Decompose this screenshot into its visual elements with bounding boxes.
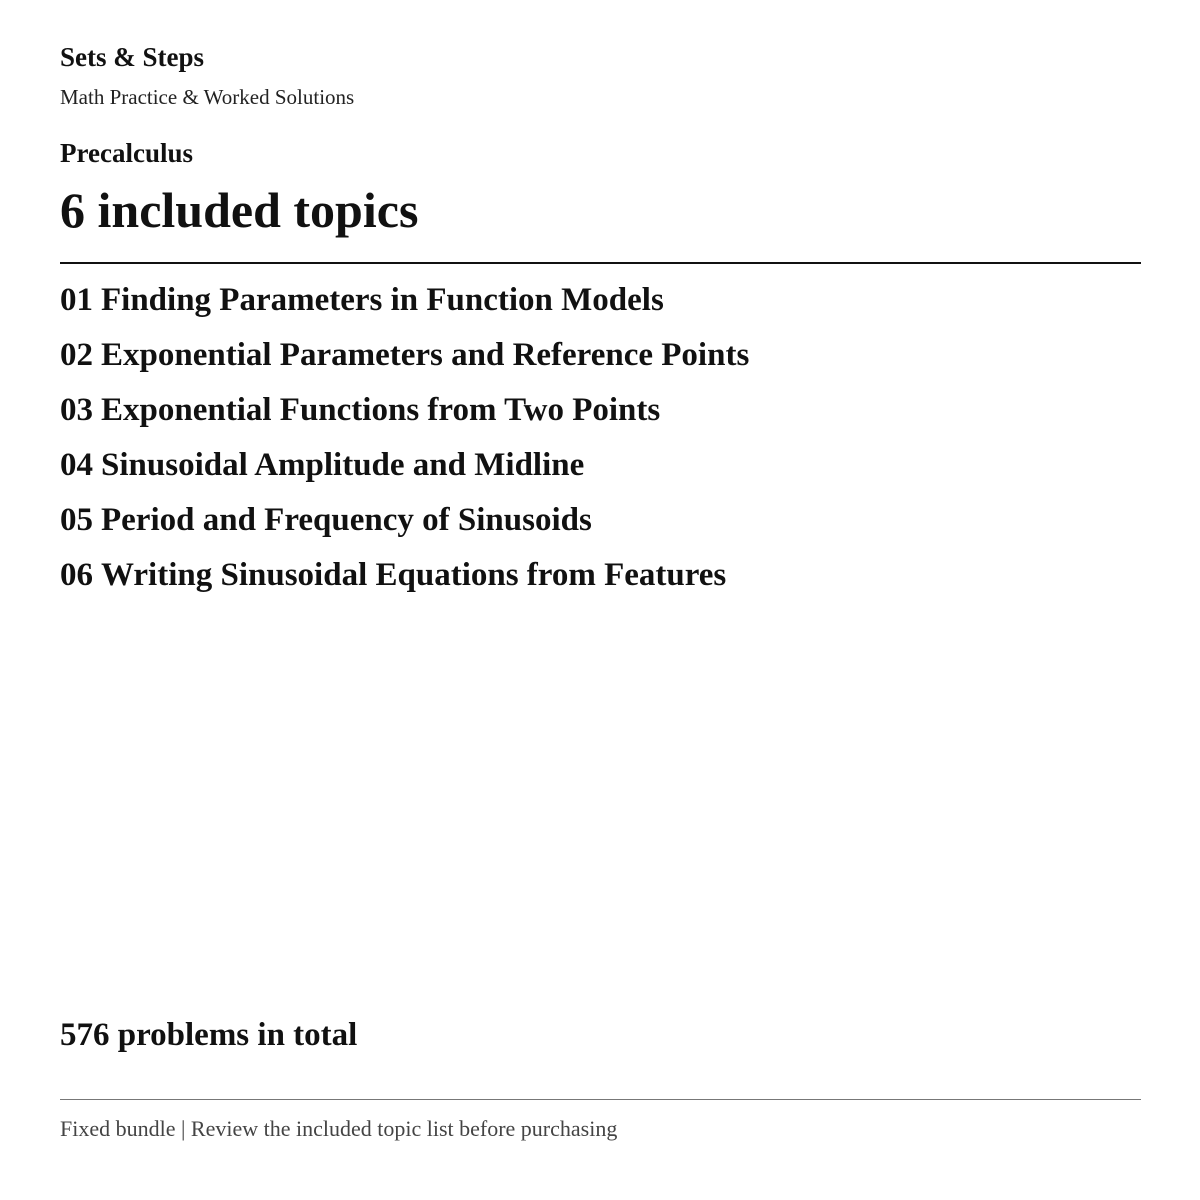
footer-note: Fixed bundle | Review the included topic list before purchasing [60, 1116, 618, 1141]
topic-list [60, 280, 749, 610]
header-divider [60, 262, 1141, 264]
topic-title: Period and Frequency of Sinusoids [101, 502, 592, 538]
topic-item [60, 390, 749, 445]
course-name: Precalculus [60, 138, 193, 168]
brand-title: Sets & Steps [60, 42, 205, 72]
topic-item [60, 280, 749, 335]
topic-item [60, 500, 749, 555]
topic-number: 06 [60, 557, 93, 593]
topic-number: 01 [60, 282, 93, 318]
footer-divider [60, 1099, 1141, 1100]
topic-title: Writing Sinusoidal Equations from Features [101, 557, 727, 593]
topic-item [60, 555, 749, 610]
problem-total: 576 problems in total [60, 1017, 358, 1053]
topic-number: 03 [60, 392, 93, 428]
topic-number: 02 [60, 337, 93, 373]
topic-item [60, 445, 749, 500]
topics-count-headline: 6 included topics [60, 182, 419, 238]
bundle-page [60, 0, 1141, 1200]
brand-subtitle: Math Practice & Worked Solutions [60, 85, 355, 109]
topic-title: Exponential Functions from Two Points [101, 392, 661, 428]
topic-number: 05 [60, 502, 93, 538]
topic-title: Exponential Parameters and Reference Points [101, 337, 750, 373]
topic-title: Sinusoidal Amplitude and Midline [101, 447, 585, 483]
topic-number: 04 [60, 447, 93, 483]
topic-item [60, 335, 749, 390]
topic-title: Finding Parameters in Function Models [101, 282, 664, 318]
